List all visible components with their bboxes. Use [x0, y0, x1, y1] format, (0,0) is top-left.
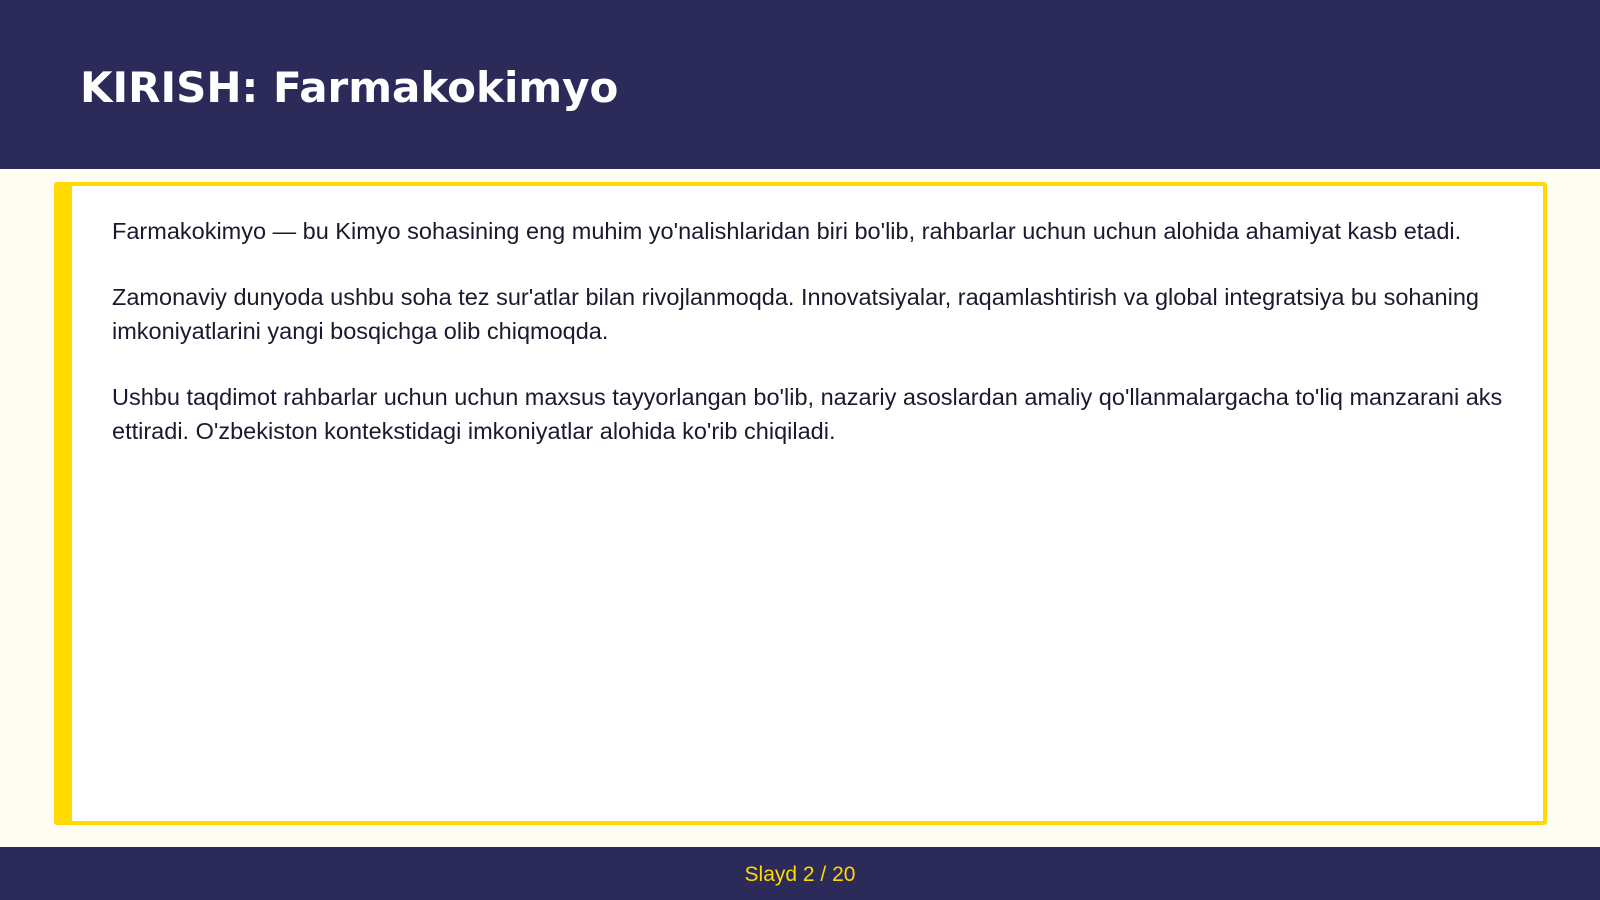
content-paragraph-1: Farmakokimyo — bu Kimyo sohasining eng muhim yo'nalishlaridan biri bo'lib, rahbarlar uchun uchun alohida ahamiyat kasb etadi.: [112, 218, 1462, 244]
content-paragraph-3: Ushbu taqdimot rahbarlar uchun uchun maxsus tayyorlangan bo'lib, nazariy asoslardan amaliy qo'llanmalargacha to'liq manzarani aks ettiradi. O'zbekiston kontekstidagi imkoniyatlar alohida ko'rib chiqiladi.: [112, 384, 1503, 444]
slide-number: Slayd 2 / 20: [744, 863, 856, 886]
content-text: [112, 214, 1512, 480]
content-panel: [54, 182, 1547, 825]
slide-title: KIRISH: Farmakokimyo: [80, 63, 619, 112]
content-paragraph-2: Zamonaviy dunyoda ushbu soha tez sur'atlar bilan rivojlanmoqda. Innovatsiyalar, raqamlashtirish va global integratsiya bu sohaning imkoniyatlarini yangi bosqichga olib chiqmoqda.: [112, 284, 1479, 344]
slide-footer: [0, 847, 1600, 900]
slide-header: [0, 0, 1600, 169]
